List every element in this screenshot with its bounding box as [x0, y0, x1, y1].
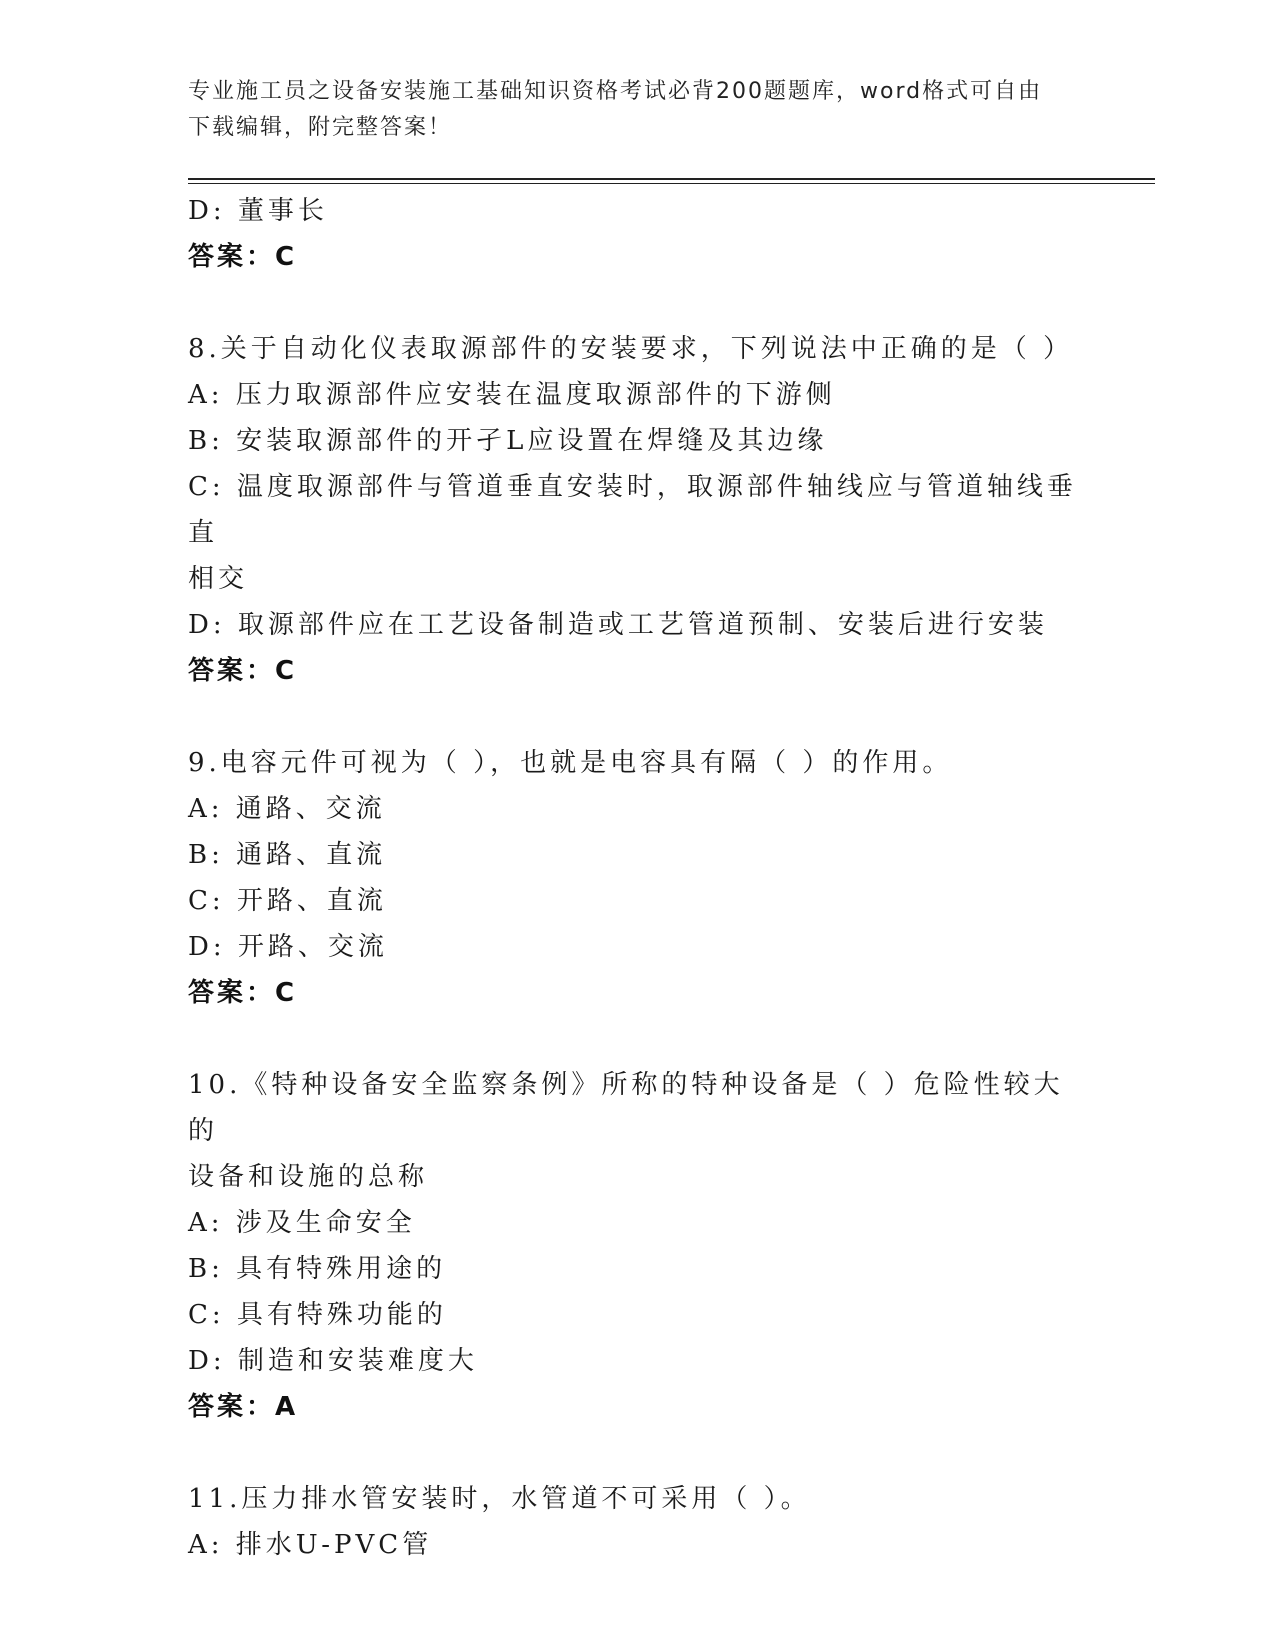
header-line-1: 专业施工员之设备安装施工基础知识资格考试必背200题题库，word格式可自由: [188, 79, 1043, 104]
answer: 答案：C: [188, 978, 298, 1008]
spacer: [188, 1430, 1088, 1476]
answer: 答案：A: [188, 1392, 299, 1422]
header-rule-thin: [188, 183, 1155, 184]
option-c: C: 开路、直流: [188, 886, 387, 916]
option-a: A: 涉及生命安全: [188, 1208, 416, 1238]
header-line-2: 下载编辑，附完整答案！: [188, 115, 453, 140]
spacer: [188, 694, 1088, 740]
question-9: [188, 740, 1088, 1016]
option-c-continued: 相交: [188, 564, 249, 594]
option-b: B: 通路、直流: [188, 840, 387, 870]
option-c: C: 具有特殊功能的: [188, 1300, 447, 1330]
question-text-continued: 设备和设施的总称: [188, 1162, 429, 1192]
option-d: D: 开路、交流: [188, 932, 388, 962]
prev-option-d: D: 董事长: [188, 196, 328, 226]
option-c: C: 温度取源部件与管道垂直安装时，取源部件轴线应与管道轴线垂直: [188, 472, 1077, 548]
header-rule-thick: [188, 178, 1155, 180]
option-a: A: 压力取源部件应安装在温度取源部件的下游侧: [188, 380, 836, 410]
question-11: [188, 1476, 1088, 1568]
question-text: 9.电容元件可视为（ ），也就是电容具有隔（ ）的作用。: [188, 748, 953, 778]
question-text: 11.压力排水管安装时，水管道不可采用（ ）。: [188, 1484, 811, 1514]
page-header: [188, 74, 1088, 146]
question-content: [188, 188, 1088, 1568]
question-text: 10.《特种设备安全监察条例》所称的特种设备是（ ）危险性较大的: [188, 1070, 1064, 1146]
option-a: A: 通路、交流: [188, 794, 386, 824]
spacer: [188, 1016, 1088, 1062]
answer: 答案：C: [188, 656, 298, 686]
question-text: 8.关于自动化仪表取源部件的安装要求，下列说法中正确的是（ ）: [188, 334, 1074, 364]
option-b: B: 具有特殊用途的: [188, 1254, 447, 1284]
option-b: B: 安装取源部件的开孑L应设置在焊缝及其边缘: [188, 426, 828, 456]
question-10: [188, 1062, 1088, 1430]
option-d: D: 制造和安装难度大: [188, 1346, 478, 1376]
spacer: [188, 280, 1088, 326]
question-8: [188, 326, 1088, 694]
option-a: A: 排水U-PVC管: [188, 1530, 433, 1560]
prev-answer: 答案：C: [188, 242, 298, 272]
option-d: D: 取源部件应在工艺设备制造或工艺管道预制、安装后进行安装: [188, 610, 1048, 640]
